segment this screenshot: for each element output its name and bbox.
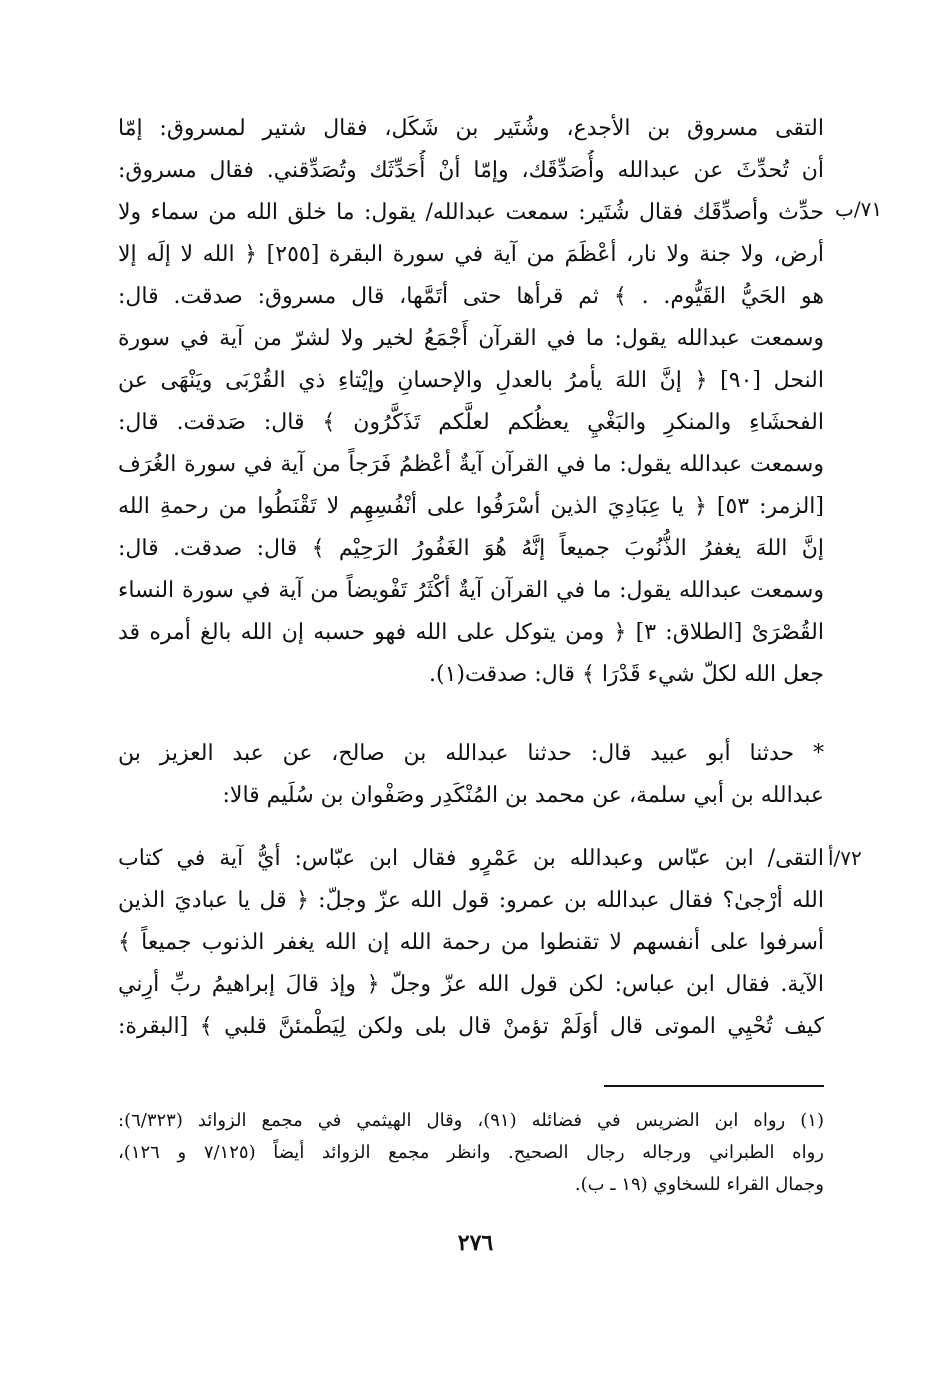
text-line: القُصْرَىْ [الطلاق: ٣] ﴿ ومن يتوكل على الله فهو حسبه إن الله بالغ أمره قد [118, 620, 824, 645]
paragraph-2 [118, 733, 824, 817]
margin-folio-reference: ٧٢/أ [828, 846, 862, 870]
text-line: جعل الله لكلّ شيء قَدْرَا ﴾ قال: صدقت(١). [429, 662, 824, 687]
text-line: وسمعت عبدالله يقول: ما في القرآن آيةٌ أكْثَرُ تَفْويضاً من آية في سورة النساء [118, 578, 824, 603]
text-line: الفحشَاءِ والمنكرِ والبَغْيِ يعظُكم لعلَّكم تَذَكَّرُون ﴾ قال: صَدقت. قال: [118, 410, 824, 435]
text-line: أسرفوا على أنفسهم لا تقنطوا من رحمة الله إن الله يغفر الذنوب جميعاً ﴾ [118, 930, 824, 955]
page-number: ٢٧٦ [457, 1230, 494, 1256]
text-line: * حدثنا أبو عبيد قال: حدثنا عبدالله بن صالح، عن عبد العزيز بن [118, 741, 824, 766]
text-line: هو الحَيُّ القَيُّوم. . ﴾ ثم قرأها حتى أتَمَّها، قال مسروق: صدقت. قال: [118, 284, 824, 309]
text-line: كيف تُحْيِي الموتى قال أوَلَمْ تؤمنْ قال بلى ولكن لِيَطْمئنَّ قلبي ﴾ [البقرة: [118, 1014, 824, 1039]
text-line: وسمعت عبدالله يقول: ما في القرآن آيةٌ أعْظمُ فَرَجاً من آية في سورة الغُرَف [118, 452, 824, 477]
paragraph-1 [118, 108, 824, 696]
footnote-line: وجمال القراء للسخاوي (١٩ ـ ب). [574, 1174, 824, 1195]
margin-folio-reference: ٧١/ب [835, 197, 883, 221]
footnote [118, 1105, 824, 1201]
footnote-line: (١) رواه ابن الضريس في فضائله (٩١)، وقال الهيثمي في مجمع الزوائد (٦/٣٢٣): [118, 1110, 824, 1131]
text-line: [الزمر: ٥٣] ﴿ يا عِبَادِيَ الذين أسْرَفُوا على أنْفُسِهِم لا تَقْنَطُوا من رحمةِ الله [118, 494, 824, 519]
text-line: التقى مسروق بن الأجدع، وشُتَير بن شَكَل، فقال شتير لمسروق: إمّا [118, 116, 824, 141]
text-line: أن تُحدِّثَ عن عبدالله وأُصَدِّقَك، وإمّا أنْ أُحَدِّثَك وتُصَدِّقني. فقال مسروق: [118, 158, 824, 183]
text-line: إنَّ اللهَ يغفرُ الذُّنُوبَ جميعاً إنَّهُ هُوَ الغَفُورُ الرَحِيْم ﴾ قال: صدقت. قال: [118, 536, 824, 561]
text-line: النحل [٩٠] ﴿ إنَّ اللهَ يأمرُ بالعدلِ والإحسانِ وإيْتاءِ ذي القُرْبَى ويَنْهَى عن [118, 368, 824, 393]
paragraph-3 [118, 838, 824, 1048]
text-line: وسمعت عبدالله يقول: ما في القرآن أَجْمَعُ لخير ولا لشرّ من آية في سورة [118, 326, 824, 351]
text-line: الله أرْجىٰ؟ فقال عبدالله بن عمرو: قول الله عزّ وجلّ: ﴿ قل يا عباديَ الذين [118, 888, 824, 913]
footnote-line: رواه الطبراني ورجاله رجال الصحيح. وانظر مجمع الزوائد أيضاً (٧/١٢٥ و ١٢٦)، [118, 1142, 824, 1163]
footnote-separator [604, 1085, 824, 1087]
text-line: أرض، ولا جنة ولا نار، أعْظَمَ من آية في سورة البقرة [٢٥٥] ﴿ الله لا إلَه إلا [118, 242, 824, 267]
text-line: التقى/ ابن عبّاس وعبدالله بن عَمْرٍو فقال ابن عبّاس: أيُّ آية في كتاب [118, 846, 824, 871]
text-line: عبدالله بن أبي سلمة، عن محمد بن المُنْكَدِر وصَفْوان بن سُلَيم قالا: [222, 783, 824, 808]
text-line: حدِّث وأصدِّقَك فقال شُتَير: سمعت عبدالله/ يقول: ما خلق الله من سماء ولا [118, 200, 824, 225]
text-line: الآية. فقال ابن عباس: لكن قول الله عزّ وجلّ ﴿ وإذ قالَ إبراهيمُ ربِّ أرِني [118, 972, 824, 997]
